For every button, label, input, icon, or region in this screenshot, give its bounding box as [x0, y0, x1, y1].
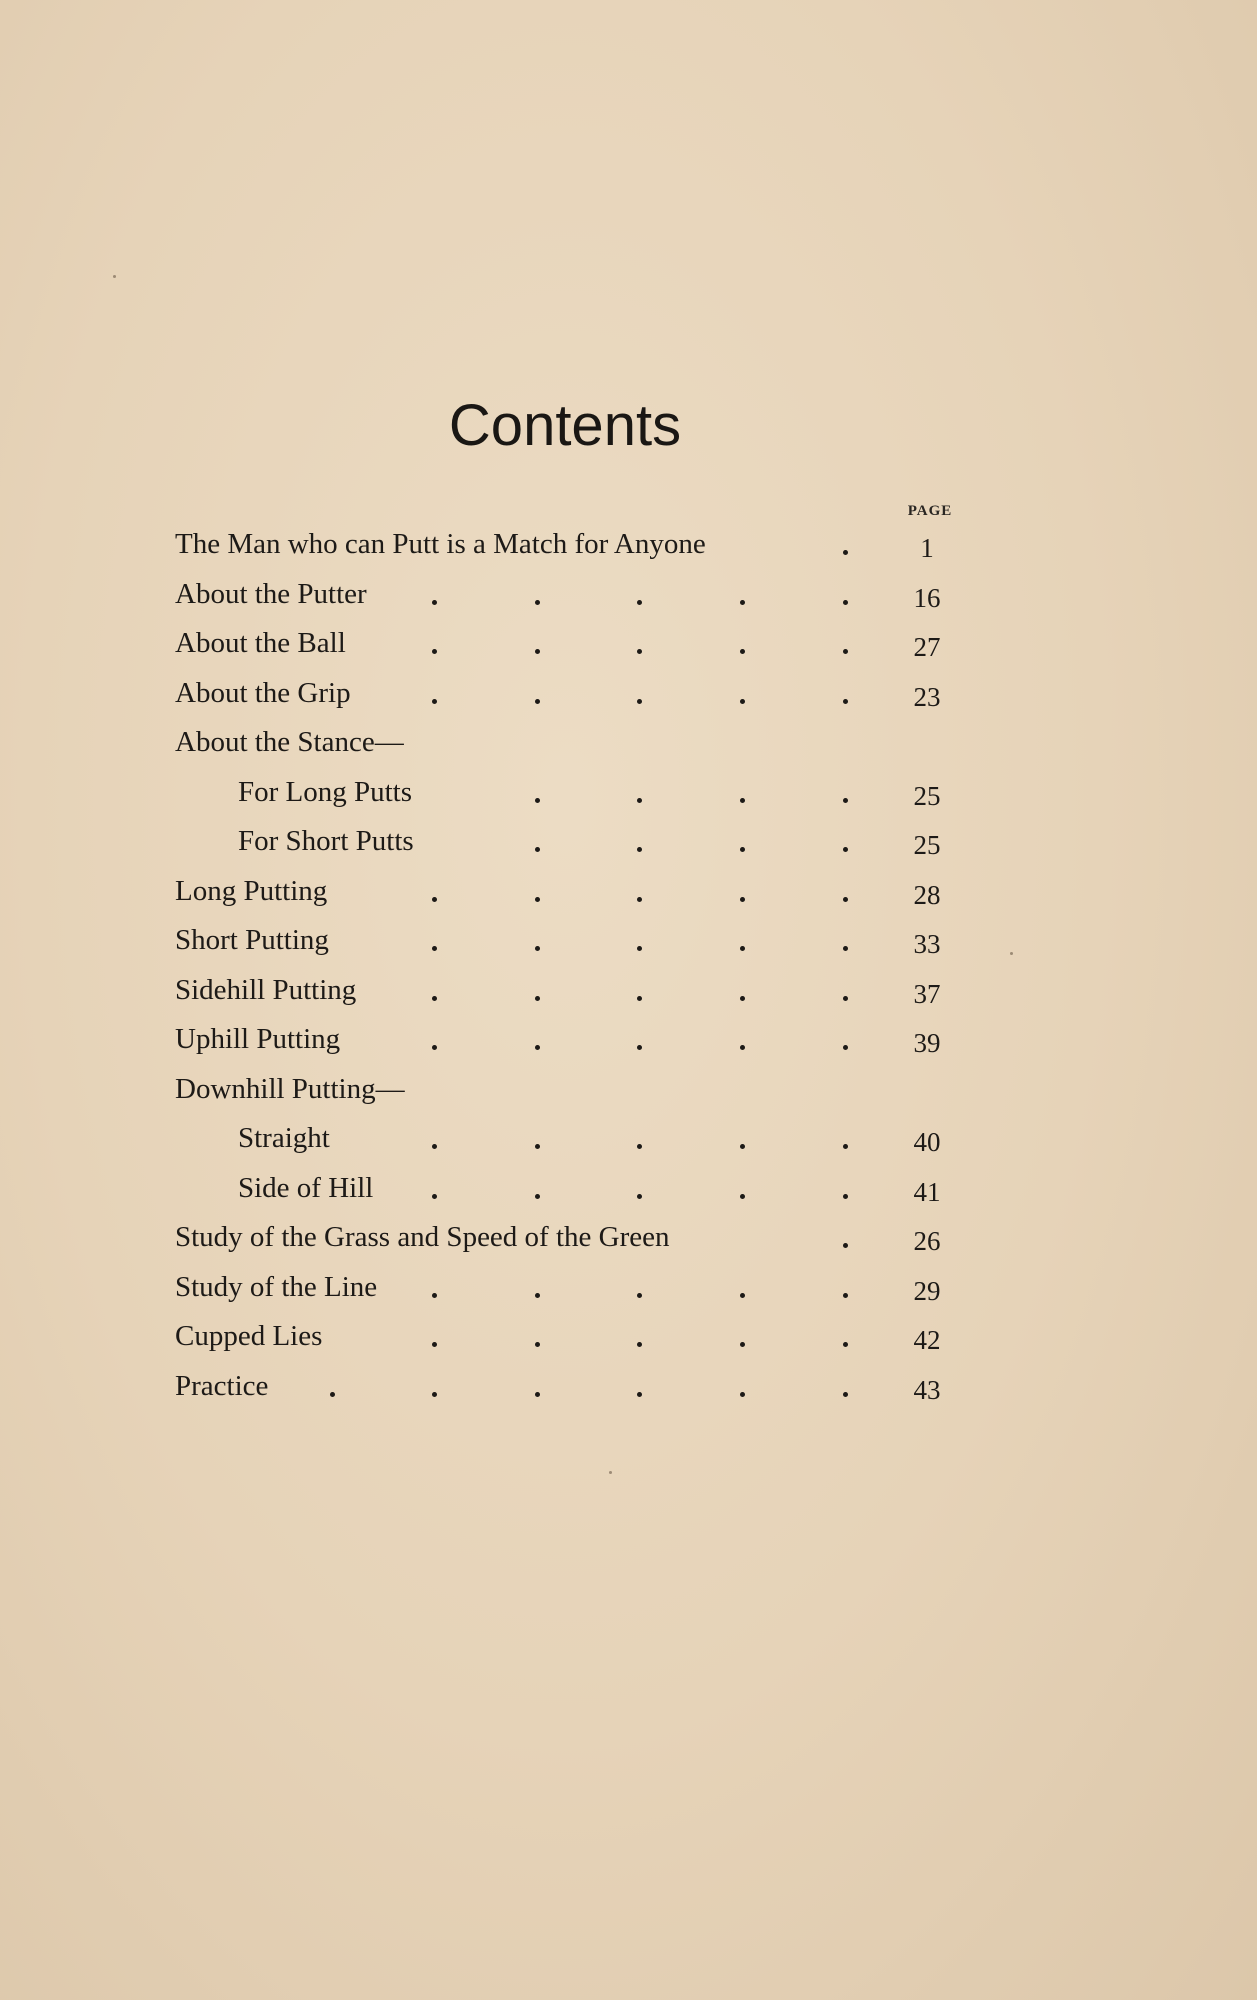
leader-dot [535, 1194, 540, 1199]
toc-entry-page-number: 29 [913, 1275, 941, 1306]
leader-dot [740, 946, 745, 951]
toc-entry-page-number: 42 [913, 1325, 941, 1355]
page-title: Contents [448, 393, 682, 458]
toc-entry-title: Straight [238, 1122, 330, 1154]
leader-dot [432, 1293, 437, 1298]
leader-dot [843, 1144, 848, 1149]
toc-entry-title: Downhill Putting— [175, 1072, 405, 1105]
leader-dot [637, 1392, 642, 1397]
leader-dot [740, 1045, 745, 1050]
leader-dot [637, 649, 642, 654]
toc-entry [0, 1019, 1257, 1059]
leader-dot [432, 1194, 437, 1199]
toc-entry-title: Study of the Line [175, 1270, 378, 1303]
toc-entry-page-number: 40 [913, 1127, 941, 1157]
toc-entry [0, 970, 1257, 1010]
leader-dot [637, 847, 642, 852]
toc-entry-title: About the Putter [175, 577, 367, 610]
toc-entry-title: Practice [175, 1369, 269, 1402]
leader-dot [740, 897, 745, 902]
leader-dot [843, 600, 848, 605]
leader-dot [432, 1342, 437, 1347]
leader-dot [637, 798, 642, 803]
leader-dot [843, 847, 848, 852]
leader-dot [535, 847, 540, 852]
toc-entry-title: Sidehill Putting [175, 973, 357, 1006]
toc-entry-title: Study of the Grass and Speed of the Green [175, 1221, 670, 1253]
leader-dot [432, 1392, 437, 1397]
leader-dot [740, 1392, 745, 1397]
toc-entry-page-number: 37 [913, 978, 941, 1009]
leader-dot [637, 1293, 642, 1298]
toc-entry-title: The Man who can Putt is a Match for Anyone [175, 528, 706, 560]
leader-dot [637, 699, 642, 704]
leader-dot [740, 649, 745, 654]
leader-dot [432, 1045, 437, 1050]
toc-entry-title: Side of Hill [238, 1171, 374, 1204]
paper-speck [609, 1471, 612, 1474]
leader-dot [535, 1392, 540, 1397]
leader-dot [432, 996, 437, 1001]
leader-dot [843, 1243, 848, 1248]
toc-entry-title: About the Stance— [175, 726, 404, 758]
leader-dot [637, 1045, 642, 1050]
leader-dot [637, 1194, 642, 1199]
leader-dot [843, 1194, 848, 1199]
toc-entry [0, 1316, 1257, 1356]
toc-entry [0, 623, 1257, 663]
toc-entry-page-number: 28 [913, 879, 941, 910]
leader-dot [740, 1293, 745, 1298]
toc-entry-title: Uphill Putting [175, 1023, 341, 1055]
toc-entry-title: Long Putting [175, 874, 328, 907]
toc-entry [0, 871, 1257, 911]
toc-entry-page-number: 27 [913, 632, 941, 662]
leader-dot [843, 1045, 848, 1050]
leader-dot [843, 946, 848, 951]
leader-dot [432, 897, 437, 902]
leader-dot [740, 1342, 745, 1347]
toc-entry-title: About the Grip [175, 676, 351, 709]
leader-dot [843, 1293, 848, 1298]
toc-entry-page-number: 1 [920, 533, 934, 563]
leader-dot [843, 1342, 848, 1347]
leader-dot [843, 699, 848, 704]
leader-dot [740, 600, 745, 605]
leader-dot [535, 946, 540, 951]
toc-entry-title: About the Ball [175, 627, 346, 659]
leader-dot [637, 897, 642, 902]
leader-dot [740, 996, 745, 1001]
toc-entry [0, 1366, 1257, 1406]
leader-dot [432, 699, 437, 704]
toc-entry-page-number: 43 [913, 1374, 941, 1405]
toc-entry [0, 524, 1257, 564]
toc-entry [0, 1118, 1257, 1158]
toc-entry-page-number: 23 [913, 681, 941, 712]
leader-dot [535, 699, 540, 704]
leader-dot [637, 1342, 642, 1347]
leader-dot [535, 1045, 540, 1050]
toc-entry [0, 1168, 1257, 1208]
leader-dot [843, 897, 848, 902]
leader-dot [432, 946, 437, 951]
leader-dot [843, 1392, 848, 1397]
leader-dot [637, 946, 642, 951]
toc-entry-page-number: 16 [913, 582, 941, 613]
toc-entry-title: Cupped Lies [175, 1320, 323, 1352]
leader-dot [637, 600, 642, 605]
leader-dot [740, 847, 745, 852]
toc-entry-page-number: 26 [913, 1226, 941, 1256]
leader-dot [535, 1342, 540, 1347]
toc-entry-page-number: 41 [913, 1176, 941, 1207]
toc-entry [0, 722, 1257, 762]
leader-dot [535, 798, 540, 803]
toc-entry-title: For Long Putts [238, 775, 413, 808]
leader-dot [535, 1144, 540, 1149]
toc-entry [0, 574, 1257, 614]
leader-dot [843, 996, 848, 1001]
toc-entry [0, 772, 1257, 812]
leader-dot [637, 996, 642, 1001]
leader-dot [637, 1144, 642, 1149]
leader-dot [740, 798, 745, 803]
page-column-header: PAGE [907, 503, 953, 519]
leader-dot [535, 897, 540, 902]
toc-entry [0, 920, 1257, 960]
toc-entry-page-number: 33 [913, 929, 941, 959]
leader-dot [535, 1293, 540, 1298]
paper-speck [113, 275, 116, 278]
leader-dot [843, 798, 848, 803]
toc-entry [0, 1069, 1257, 1109]
leader-dot [843, 550, 848, 555]
toc-entry [0, 821, 1257, 861]
leader-dot [535, 996, 540, 1001]
paper-speck [1010, 952, 1013, 955]
toc-entry-title: For Short Putts [238, 825, 414, 857]
toc-entry [0, 1217, 1257, 1257]
leader-dot [740, 1194, 745, 1199]
leader-dot [740, 1144, 745, 1149]
leader-dot [740, 699, 745, 704]
toc-entry-page-number: 39 [913, 1028, 941, 1058]
leader-dot [432, 600, 437, 605]
toc-entry-title: Short Putting [175, 924, 329, 956]
toc-entry-page-number: 25 [913, 830, 941, 860]
toc-entry [0, 673, 1257, 713]
leader-dot [535, 600, 540, 605]
toc-entry [0, 1267, 1257, 1307]
leader-dot [432, 649, 437, 654]
leader-dot [432, 1144, 437, 1149]
toc-entry-page-number: 25 [913, 780, 941, 811]
leader-dot [330, 1392, 335, 1397]
leader-dot [843, 649, 848, 654]
leader-dot [535, 649, 540, 654]
